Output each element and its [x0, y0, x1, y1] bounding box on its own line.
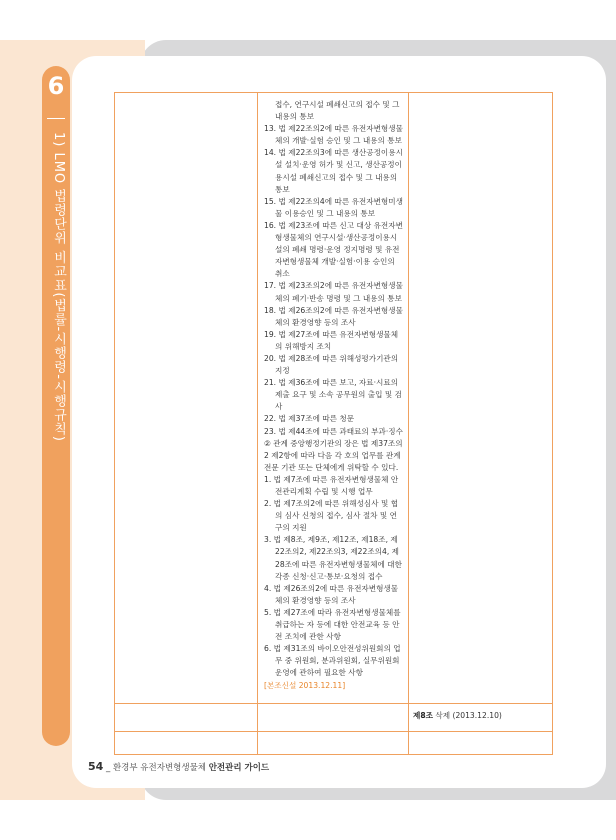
decree-line: 4. 법 제26조의2에 따른 유전자변형생물체의 환경영향 등의 조사 — [264, 583, 399, 605]
rule-cell — [409, 732, 553, 755]
page-footer — [88, 760, 269, 773]
comparison-table — [114, 92, 553, 755]
chapter-divider — [47, 118, 65, 119]
decree-cell — [258, 93, 409, 704]
decree-line: 21. 법 제36조에 따른 보고, 자료·시료의 제출 요구 및 소속 공무원의 출입 및 검사 — [264, 378, 402, 412]
page-number: 54 — [88, 760, 104, 773]
decree-line: 14. 법 제22조의3에 따른 생산공정이용시설 설치·운영 허가 및 신고, 생산공정이용시설 폐쇄신고의 접수 및 그 내용의 통보 — [264, 148, 403, 194]
footer-guide-title: 환경부 유전자변형생물체 — [112, 763, 206, 773]
rule-cell — [409, 93, 553, 704]
decree-line: 15. 법 제22조의4에 따른 유전자변형미생물 이용승인 및 그 내용의 통보 — [264, 196, 403, 218]
decree-line: 17. 법 제23조의2에 따른 유전자변형생물체의 폐기·반송 명령 및 그 내용의 통보 — [264, 281, 403, 303]
deleted-article-text: 삭제 (2013.12.10) — [435, 711, 502, 720]
law-cell — [115, 704, 258, 732]
decree-line: 20. 법 제28조에 따른 위해성평가기관의 지정 — [264, 353, 399, 376]
table-row — [115, 93, 553, 704]
chapter-number: 6 — [47, 72, 65, 100]
law-cell — [115, 93, 258, 704]
decree-line: 18. 법 제26조의2에 따른 유전자변형생물체의 환경영향 등의 조사 — [264, 305, 403, 327]
decree-line: 내용의 통보 — [275, 112, 315, 122]
decree-line: 접수, 연구시설 폐쇄신고의 접수 및 그 — [275, 100, 400, 109]
decree-line: 19. 법 제27조에 따른 유전자변형생물체의 위해방지 조치 — [264, 329, 399, 351]
decree-line: 6. 법 제31조의 바이오안전성위원회의 업무 중 위원회, 분과위원회, 실무위원회 운영에 관하여 필요한 사항 — [264, 644, 401, 678]
decree-line: 1. 법 제7조에 따른 유전자변형생물체 안전관리계획 수립 및 시행 업무 — [264, 474, 399, 496]
chapter-title: 1) LMO 법령단위 비교표(법률-시행령-시행규칙) — [51, 132, 66, 442]
table-row — [115, 732, 553, 755]
decree-line: 13. 법 제22조의2에 따른 유전자변형생물체의 개발·실험 승인 및 그 내용의 통보 — [264, 124, 403, 146]
footer-separator: _ — [106, 763, 111, 773]
decree-text — [258, 93, 408, 696]
decree-line: 22. 법 제37조에 따른 청문 — [264, 414, 355, 424]
law-cell — [115, 732, 258, 755]
decree-line: ② 관계 중앙행정기관의 장은 법 제37조의2 제2항에 따라 다음 각 호의 업무를 관계 전문 기관 또는 단체에게 위탁할 수 있다. — [264, 438, 403, 472]
decree-line: 3. 법 제8조, 제9조, 제12조, 제18조, 제22조의2, 제22조의3, 제22조의4, 제28조에 따른 유전자변형생물체에 대한 각종 신청·신고·통보·요청의 접수 — [264, 535, 402, 581]
deleted-article — [409, 704, 552, 727]
rule-cell — [409, 704, 553, 732]
decree-line: 16. 법 제23조에 따른 신고 대상 유전자변형생물체의 연구시설·생산공정이용시설의 폐쇄 명령·운영 정지명령 및 유전자변형생물체 개발·실험·이용 승인의 취소 — [264, 220, 403, 279]
decree-line: [본조신설 2013.12.11] — [264, 680, 346, 690]
decree-cell — [258, 732, 409, 755]
deleted-article-label: 제8조 — [413, 711, 433, 720]
decree-cell — [258, 704, 409, 732]
decree-line: 2. 법 제7조의2에 따른 위해성심사 및 협의 심사 신청의 접수, 심사 절차 및 연구의 지원 — [264, 499, 399, 533]
decree-line: 23. 법 제44조에 따른 과태료의 부과·징수 — [264, 426, 403, 436]
footer-guide-bold: 안전관리 가이드 — [208, 763, 270, 773]
decree-line: 5. 법 제27조에 따라 유전자변형생물체를 취급하는 자 등에 대한 안전교육 등 안전 조치에 관한 사항 — [264, 607, 401, 642]
table-row — [115, 704, 553, 732]
